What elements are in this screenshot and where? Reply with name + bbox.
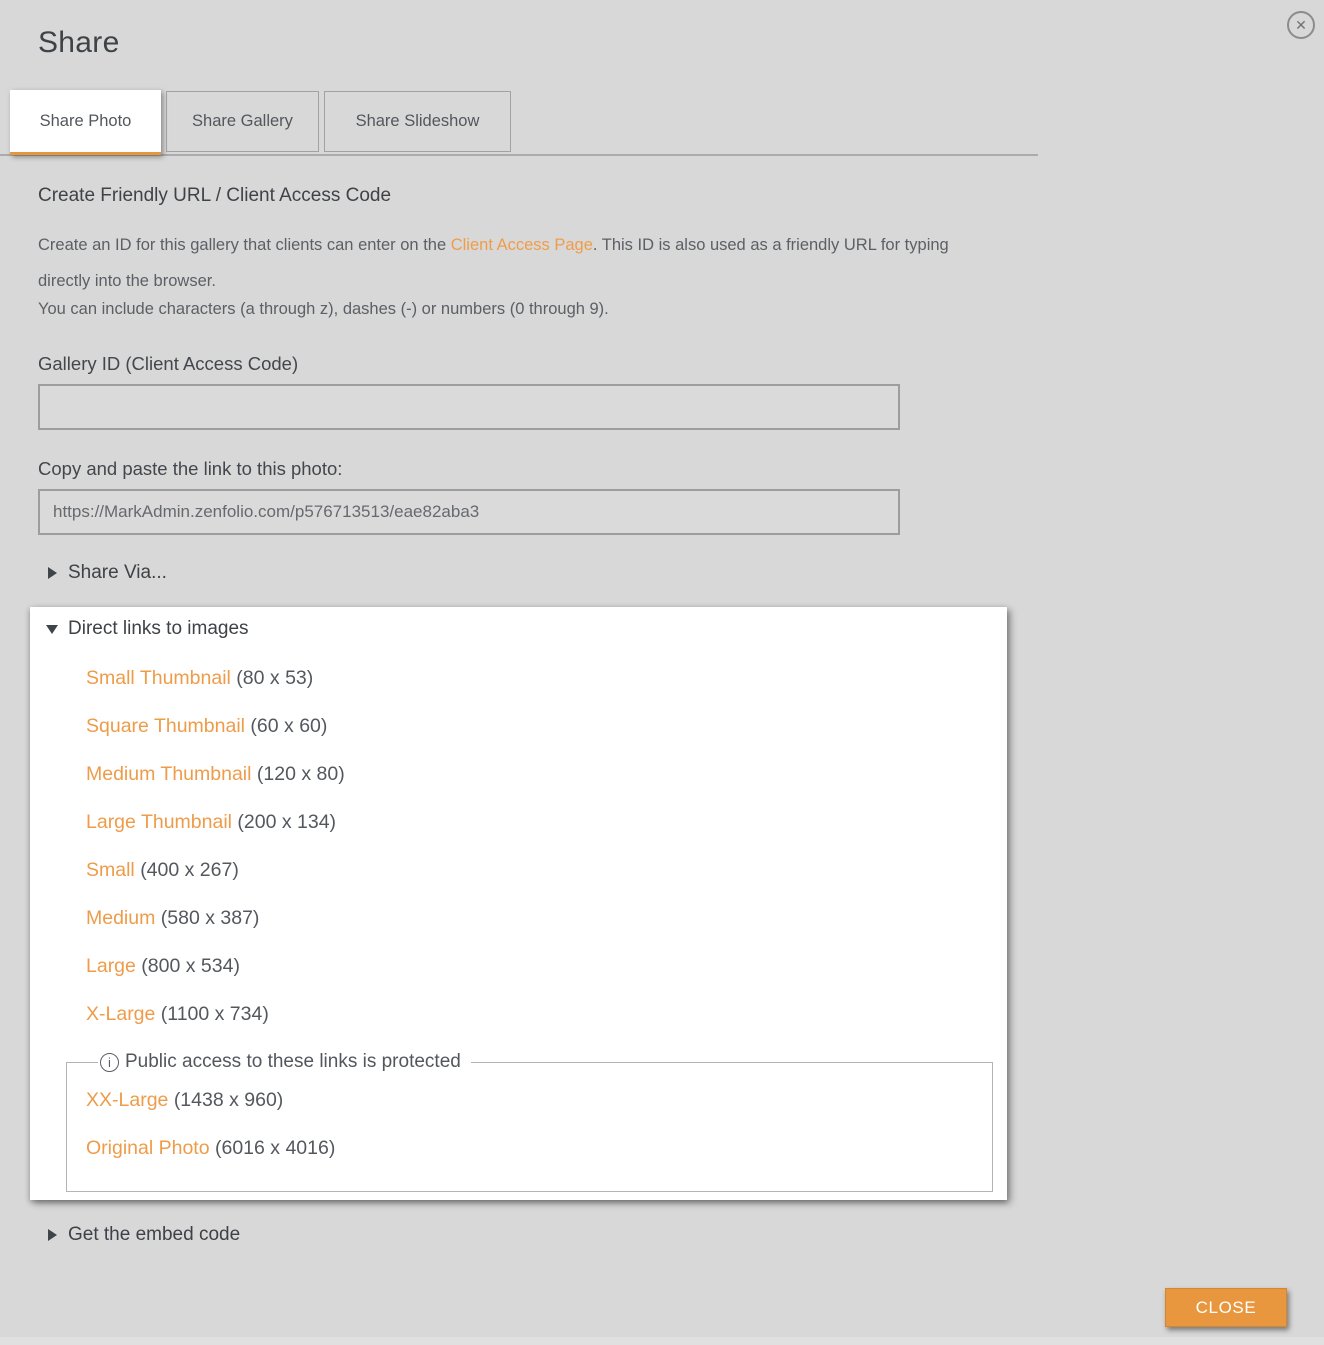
protected-legend-text: Public access to these links is protected xyxy=(125,1051,461,1072)
bottom-strip xyxy=(0,1337,1324,1345)
link-size: (1100 x 734) xyxy=(160,1003,269,1025)
photo-link-input[interactable] xyxy=(38,489,900,535)
caret-right-icon xyxy=(48,567,57,579)
embed-code-label: Get the embed code xyxy=(68,1224,241,1245)
tab-share-gallery[interactable] xyxy=(166,91,319,152)
link-name[interactable]: Square Thumbnail xyxy=(86,715,245,737)
share-via-label: Share Via... xyxy=(68,562,167,583)
direct-links-label: Direct links to images xyxy=(68,618,249,639)
protected-links-group xyxy=(66,1051,993,1192)
dialog-title: Share xyxy=(38,26,120,59)
link-item-x-large[interactable] xyxy=(86,1003,993,1026)
link-name[interactable]: Medium xyxy=(86,907,156,929)
link-item-small[interactable] xyxy=(86,859,993,882)
friendly-url-description xyxy=(38,227,988,299)
photo-link-label: Copy and paste the link to this photo: xyxy=(38,458,343,479)
link-size: (400 x 267) xyxy=(140,859,239,881)
section-heading-friendly-url: Create Friendly URL / Client Access Code xyxy=(38,185,392,206)
link-name[interactable]: Small Thumbnail xyxy=(86,667,231,689)
tab-label: Share Photo xyxy=(39,111,132,130)
link-item-medium-thumbnail[interactable] xyxy=(86,763,993,786)
info-icon xyxy=(100,1053,119,1072)
embed-code-toggle[interactable] xyxy=(48,1224,240,1246)
link-name[interactable]: X-Large xyxy=(86,1003,156,1025)
link-size: (1438 x 960) xyxy=(173,1089,284,1111)
link-size: (800 x 534) xyxy=(141,955,240,977)
caret-down-icon xyxy=(46,625,58,634)
gallery-id-input[interactable] xyxy=(38,384,900,430)
link-name[interactable]: Medium Thumbnail xyxy=(86,763,252,785)
direct-links-toggle[interactable] xyxy=(46,618,993,640)
allowed-characters-note: You can include characters (a through z), dashes (-) or numbers (0 through 9). xyxy=(38,300,609,318)
tabbar xyxy=(10,90,511,155)
description-text-end: . This ID is also used as a friendly URL for typing directly into the browser. xyxy=(38,236,949,290)
link-name[interactable]: Large xyxy=(86,955,136,977)
link-size: (200 x 134) xyxy=(237,811,337,833)
link-item-small-thumbnail[interactable] xyxy=(86,667,993,690)
tab-label: Share Slideshow xyxy=(355,112,480,130)
link-item-large-thumbnail[interactable] xyxy=(86,811,993,834)
link-item-medium[interactable] xyxy=(86,907,993,930)
link-size: (120 x 80) xyxy=(256,763,345,785)
link-name[interactable]: Large Thumbnail xyxy=(86,811,232,833)
info-glyph: i xyxy=(108,1054,111,1070)
link-item-xx-large[interactable] xyxy=(86,1089,992,1112)
close-icon[interactable] xyxy=(1287,11,1315,39)
caret-right-icon xyxy=(48,1229,57,1241)
share-via-toggle[interactable] xyxy=(48,562,167,584)
direct-links-panel xyxy=(30,607,1007,1200)
client-access-page-link[interactable]: Client Access Page xyxy=(450,236,593,254)
link-name[interactable]: XX-Large xyxy=(86,1089,169,1111)
direct-links-list xyxy=(86,667,993,1026)
link-size: (580 x 387) xyxy=(160,907,260,929)
tab-share-slideshow[interactable] xyxy=(324,91,511,152)
protected-links-legend xyxy=(98,1051,471,1073)
tab-share-photo[interactable] xyxy=(10,90,161,155)
link-size: (60 x 60) xyxy=(250,715,328,737)
tab-label: Share Gallery xyxy=(192,112,293,130)
link-name[interactable]: Small xyxy=(86,859,135,881)
link-item-original-photo[interactable] xyxy=(86,1137,992,1160)
link-item-large[interactable] xyxy=(86,955,993,978)
description-text-start: Create an ID for this gallery that clients can enter on the xyxy=(38,236,451,254)
link-name[interactable]: Original Photo xyxy=(86,1137,210,1159)
close-button[interactable]: CLOSE xyxy=(1165,1288,1287,1327)
link-size: (80 x 53) xyxy=(236,667,314,689)
link-item-square-thumbnail[interactable] xyxy=(86,715,993,738)
gallery-id-label: Gallery ID (Client Access Code) xyxy=(38,353,299,374)
close-x-glyph: ✕ xyxy=(1295,17,1307,33)
link-size: (6016 x 4016) xyxy=(215,1137,336,1159)
